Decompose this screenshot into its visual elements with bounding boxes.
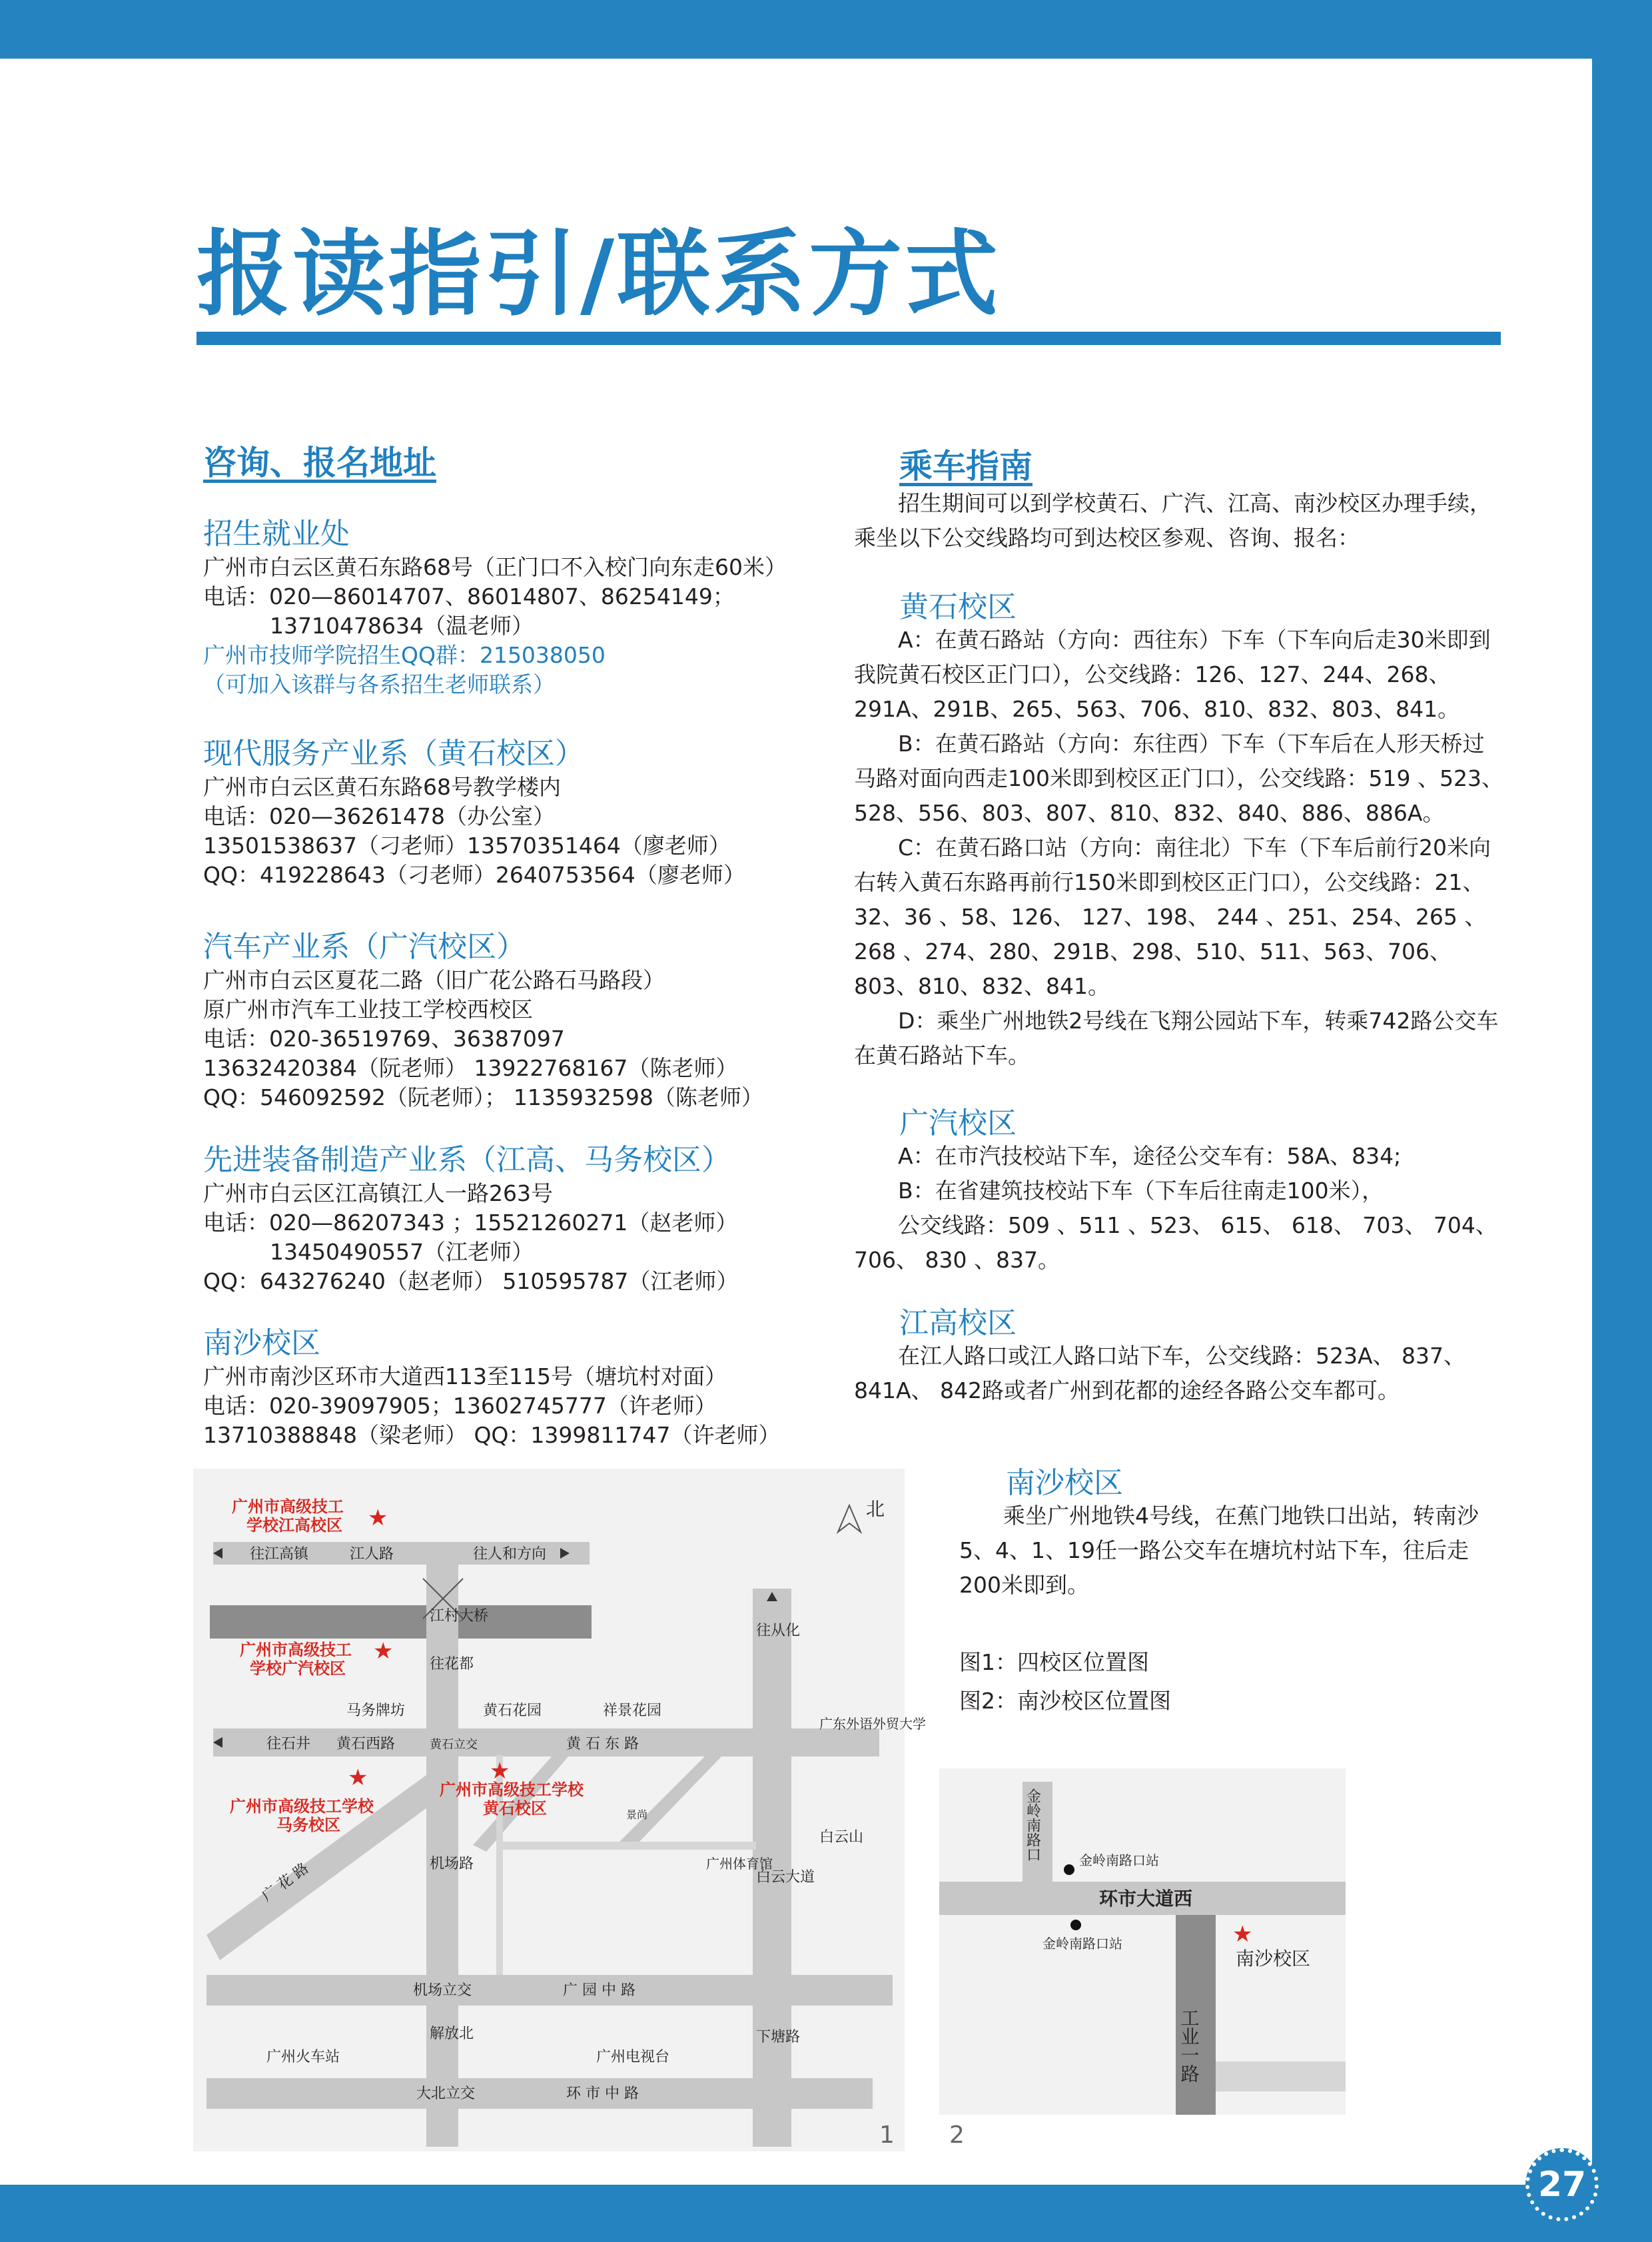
section-title: 汽车产业系（广汽校区） (203, 930, 526, 964)
map-label: 广州火车站 (266, 2049, 340, 2065)
map-label: 广东外语外贸大学 (819, 1716, 926, 1732)
map-label: 黄石西路 (336, 1736, 396, 1752)
map-label: 往从化 (756, 1623, 801, 1639)
map-label: 金岭南路口 (1024, 1788, 1041, 1862)
campus-star-icon: ★ (348, 1764, 368, 1791)
campus-star-icon: ★ (1232, 1921, 1253, 1948)
map-label: 广 花 路 (258, 1860, 312, 1905)
road-yunbao (503, 1842, 756, 1850)
section-title: 南沙校区 (1006, 1466, 1123, 1500)
page-number: 27 (1537, 2165, 1587, 2205)
campus-label: 广州市高级技工学校 (440, 1780, 584, 1799)
map-four-campuses (193, 1469, 926, 2151)
intro-line: 乘坐以下公交线路均可到达校区参观、咨询、报名： (854, 525, 1360, 551)
bus-stop-icon (1064, 1864, 1074, 1875)
campus-label: 学校广汽校区 (250, 1659, 346, 1678)
map-label: 往江高镇 (250, 1546, 309, 1563)
section-body (203, 553, 787, 699)
intro (854, 486, 1507, 556)
campus-label: 学校江高校区 (246, 1516, 342, 1535)
map-label: 白云山 (819, 1829, 864, 1846)
map-label: 下塘路 (756, 2029, 801, 2046)
section-title: 招生就业处 (203, 517, 350, 551)
map-label: 黄 石 东 路 (566, 1736, 639, 1752)
route-paragraph: 在江人路口或江人路口站下车，公交线路：523A、 837、841A、 842路或者广州到花都的途经各路公交车都可。 (854, 1343, 1466, 1403)
map-nansha-campus (939, 1768, 1346, 2115)
page-title: 报读指引/联系方式 (197, 220, 1001, 329)
section-title: 江高校区 (899, 1306, 1017, 1340)
right-border (1592, 0, 1652, 2242)
map-label: 往花都 (430, 1656, 474, 1673)
campus-label: 广州市高级技工 (240, 1641, 352, 1659)
qq-group-note: （可加入该群与各系招生老师联系） (203, 671, 555, 697)
text-line: 13501538637（刁老师）13570351464（廖老师） (203, 833, 731, 859)
map-label: 黄石立交 (430, 1738, 478, 1752)
route-paragraph: 乘坐广州地铁4号线，在蕉门地铁口出站，转南沙5、4、1、19任一路公交车在塘坑村站下车，往后走200米即到。 (959, 1503, 1479, 1598)
road-side (1216, 2061, 1346, 2091)
map-label: 江村大桥 (430, 1608, 489, 1625)
section-body (203, 966, 763, 1112)
text-line: 广州市白云区黄石东路68号教学楼内 (203, 774, 561, 800)
campus-label: 广州市高级技工学校 (230, 1797, 374, 1816)
route-paragraph: B：在黄石路站（方向：东往西）下车（下车后在人形天桥过马路对面向西走100米即到校区正门口），公交线路：519 、523、528、556、803、807、810、832、840、886、886A。 (854, 731, 1503, 826)
map-label: 祥景花园 (603, 1702, 662, 1719)
map-label: 机场立交 (413, 1982, 472, 1999)
text-line: 13632420384（阮老师） 13922768167（陈老师） (203, 1055, 738, 1081)
text-line: 13450490557（江老师） (270, 1239, 534, 1265)
road-guangyuan (206, 1975, 893, 2006)
section-body (854, 623, 1503, 1073)
section-body (203, 1362, 780, 1450)
section-body (959, 1499, 1479, 1603)
text-line: 广州市白云区黄石东路68号（正门口不入校门向东走60米） (203, 554, 787, 580)
map-label: 金岭南路口站 (1042, 1936, 1122, 1952)
map-label: 解放北 (430, 2026, 474, 2042)
campus-star-icon: ★ (368, 1505, 388, 1531)
text-line: 电话：020—86014707、86014807、86254149； (203, 583, 735, 609)
campus-label: 黄石校区 (483, 1799, 547, 1818)
campus-label: 马务校区 (276, 1816, 340, 1834)
map-label: 环市大道西 (1099, 1888, 1193, 1910)
north-arrow-icon (838, 1505, 861, 1532)
figure-caption: 图2：南沙校区位置图 (959, 1688, 1171, 1714)
road-jiangcun-bridge (210, 1605, 592, 1639)
route-paragraph: A：在黄石路站（方向：西往东）下车（下车向后走30米即到我院黄石校区正门口），公交线路：126、127、244、268、291A、291B、265、563、706、810、832、803、841。 (854, 627, 1491, 722)
right-heading: 乘车指南 (899, 447, 1032, 486)
intro-line: 招生期间可以到学校黄石、广汽、江高、南沙校区办理手续， (854, 490, 1491, 516)
map-label: 马务牌坊 (346, 1702, 406, 1719)
map-label: 白云大道 (756, 1869, 815, 1886)
map-label: 往石井 (266, 1736, 311, 1752)
route-paragraph: D：乘坐广州地铁2号线在飞翔公园站下车，转乘742路公交车在黄石路站下车。 (854, 1008, 1499, 1068)
text-line: 电话：020—86207343 ；15521260271（赵老师） (203, 1210, 738, 1236)
text-line: QQ：546092592（阮老师）； 1135932598（陈老师） (203, 1084, 763, 1110)
section-title: 黄石校区 (899, 590, 1017, 624)
north-label: 北 (866, 1498, 885, 1520)
map-label: 金岭南路口站 (1079, 1852, 1159, 1868)
text-line: 原广州市汽车工业技工学校西校区 (203, 996, 533, 1022)
bottom-border (0, 2185, 1652, 2242)
map-number: 2 (949, 2121, 965, 2149)
map-label: 大北立交 (416, 2085, 476, 2102)
section-body (854, 1339, 1503, 1408)
map-label: 广州电视台 (596, 2049, 670, 2065)
campus-star-icon: ★ (373, 1638, 394, 1665)
campus-label: 广州市高级技工 (232, 1497, 344, 1516)
map-number: 1 (879, 2121, 895, 2149)
section-title: 现代服务产业系（黄石校区） (203, 737, 584, 771)
text-line: QQ：419228643（刁老师）2640753564（廖老师） (203, 862, 745, 888)
left-heading: 咨询、报名地址 (203, 444, 436, 482)
section-body (203, 773, 745, 890)
text-line: 电话：020-39097905；13602745777（许老师） (203, 1393, 717, 1419)
section-title: 先进装备制造产业系（江高、马务校区） (203, 1143, 731, 1177)
map-label: 广 园 中 路 (563, 1982, 635, 1999)
text-line: 13710388848（梁老师） QQ：1399811747（许老师） (203, 1422, 781, 1448)
route-paragraph: 公交线路：509 、511 、523、 615、 618、 703、 704、706、 830 、837。 (854, 1212, 1497, 1273)
bus-stop-icon (1070, 1920, 1081, 1930)
section-body (203, 1179, 738, 1296)
text-line: 广州市白云区夏花二路（旧广花公路石马路段） (203, 967, 665, 993)
section-title: 广汽校区 (899, 1106, 1017, 1140)
section-title: 南沙校区 (203, 1326, 320, 1360)
map-label: 环 市 中 路 (566, 2085, 639, 2102)
map-label: 南沙校区 (1236, 1948, 1311, 1970)
text-line: 13710478634（温老师） (270, 613, 534, 639)
qq-group-line: 广州市技师学院招生QQ群：215038050 (203, 642, 606, 668)
road-airport (426, 1561, 458, 2147)
campus-star-icon: ★ (490, 1758, 510, 1784)
map-label: 往人和方向 (473, 1546, 547, 1563)
road-diagonal-2 (620, 1755, 723, 1845)
map-label: 广州体育馆 (706, 1856, 773, 1872)
route-paragraph: B：在省建筑技校站下车（下车后往南走100米）， (854, 1178, 1384, 1204)
route-paragraph: C：在黄石路口站（方向：南往北）下车（下车后前行20米向右转入黄石东路再前行150米即到校区正门口），公交线路：21、32、36 、58、126、 127、198、 244 、251、254、265 、268 、274、280、291B、298、510、511、563、706、803、810、832、841。 (854, 835, 1491, 999)
text-line: 电话：020-36519769、36387097 (203, 1026, 565, 1052)
map-label: 机场路 (430, 1856, 474, 1872)
text-line: 广州市白云区江高镇江人一路263号 (203, 1180, 553, 1206)
text-line: 广州市南沙区环市大道西113至115号（塘坑村对面） (203, 1363, 727, 1389)
section-body (854, 1139, 1503, 1278)
map-label: 江人路 (350, 1546, 394, 1563)
text-line: QQ：643276240（赵老师） 510595787（江老师） (203, 1268, 739, 1294)
text-line: 电话：020—36261478（办公室） (203, 803, 555, 829)
map-label: 景尚 (626, 1808, 648, 1821)
map-label: 黄石花园 (483, 1702, 542, 1719)
title-divider (197, 332, 1501, 345)
route-paragraph: A：在市汽技校站下车，途径公交车有：58A、834; (854, 1143, 1402, 1169)
road-huanshi (206, 2078, 873, 2109)
figure-caption: 图1：四校区位置图 (959, 1649, 1149, 1675)
map-label: 工业一路 (1178, 2008, 1200, 2083)
top-border (0, 0, 1652, 59)
